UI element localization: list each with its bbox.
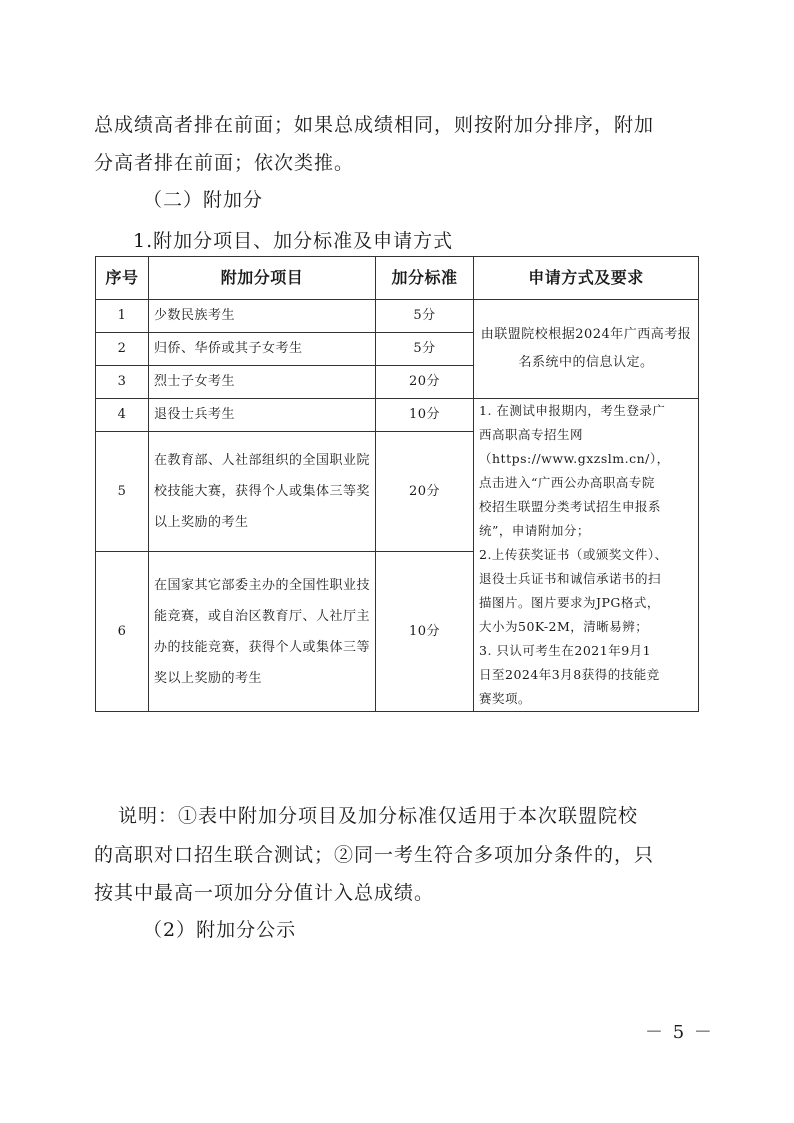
table-header-row [96, 257, 699, 300]
requirement-cell [474, 399, 699, 712]
table-row [96, 300, 699, 333]
row-score: 5分 [376, 300, 474, 333]
row-item: 归侨、华侨或其子女考生 [149, 333, 376, 366]
row-score: 20分 [376, 432, 474, 552]
requirement-line: 校招生联盟分类考试招生申报系 [479, 499, 662, 514]
requirement-line: 退役士兵证书和诚信承诺书的扫 [479, 571, 662, 586]
requirement-line: 大小为50K-2M，清晰易辨； [479, 619, 649, 634]
header-no: 序号 [96, 257, 149, 300]
requirement-line: 3. 只认可考生在2021年9月1 [479, 643, 652, 658]
row-no: 5 [96, 432, 149, 552]
requirement-line: 赛奖项。 [479, 691, 532, 706]
note-text-line: 按其中最高一项加分分值计入总成绩。 [94, 882, 435, 904]
subsection-heading: （2）附加分公示 [143, 919, 297, 941]
body-text-line: 总成绩高者排在前面；如果总成绩相同，则按附加分排序，附加 [94, 114, 655, 136]
row-item: 在教育部、人社部组织的全国职业院校技能大赛，获得个人或集体三等奖以上奖励的考生 [149, 432, 376, 552]
header-requirement: 申请方式及要求 [474, 257, 699, 300]
requirement-line: 1. 在测试申报期内，考生登录广 [479, 403, 666, 418]
requirement-line: 西高职高专招生网 [479, 427, 584, 442]
requirement-line: 描图片。图片要求为JPG格式， [479, 595, 660, 610]
note-text-line: 的高职对口招生联合测试；②同一考生符合多项加分条件的，只 [94, 844, 655, 866]
header-score: 加分标准 [376, 257, 474, 300]
row-score: 5分 [376, 333, 474, 366]
page-number: － 5 － [645, 1022, 714, 1043]
requirement-line: 统”，申请附加分； [479, 523, 590, 538]
header-item: 附加分项目 [149, 257, 376, 300]
requirement-cell: 由联盟院校根据2024年广西高考报名系统中的信息认定。 [474, 300, 699, 399]
table-row [96, 399, 699, 432]
requirement-line: 点击进入“广西公办高职高专院 [479, 475, 655, 490]
section-heading: （二）附加分 [143, 189, 264, 211]
bonus-points-table [95, 256, 699, 712]
row-no: 4 [96, 399, 149, 432]
row-score: 10分 [376, 399, 474, 432]
row-no: 1 [96, 300, 149, 333]
requirement-line: 日至2024年3月8获得的技能竞 [479, 667, 660, 682]
row-no: 3 [96, 366, 149, 399]
row-score: 20分 [376, 366, 474, 399]
body-text-line: 分高者排在前面；依次类推。 [94, 152, 355, 174]
note-text-line: 说明：①表中附加分项目及加分标准仅适用于本次联盟院校 [118, 805, 639, 827]
subsection-heading: 1.附加分项目、加分标准及申请方式 [133, 230, 454, 252]
row-no: 2 [96, 333, 149, 366]
row-item: 在国家其它部委主办的全国性职业技能竞赛，或自治区教育厅、人社厅主办的技能竞赛，获得个人或集体三等奖以上奖励的考生 [149, 552, 376, 712]
row-item: 烈士子女考生 [149, 366, 376, 399]
row-item: 少数民族考生 [149, 300, 376, 333]
requirement-line: （https://www.gxzslm.cn/）， [479, 451, 670, 466]
row-item: 退役士兵考生 [149, 399, 376, 432]
requirement-line: 2.上传获奖证书（或颁奖文件）、 [479, 547, 668, 562]
row-no: 6 [96, 552, 149, 712]
row-score: 10分 [376, 552, 474, 712]
